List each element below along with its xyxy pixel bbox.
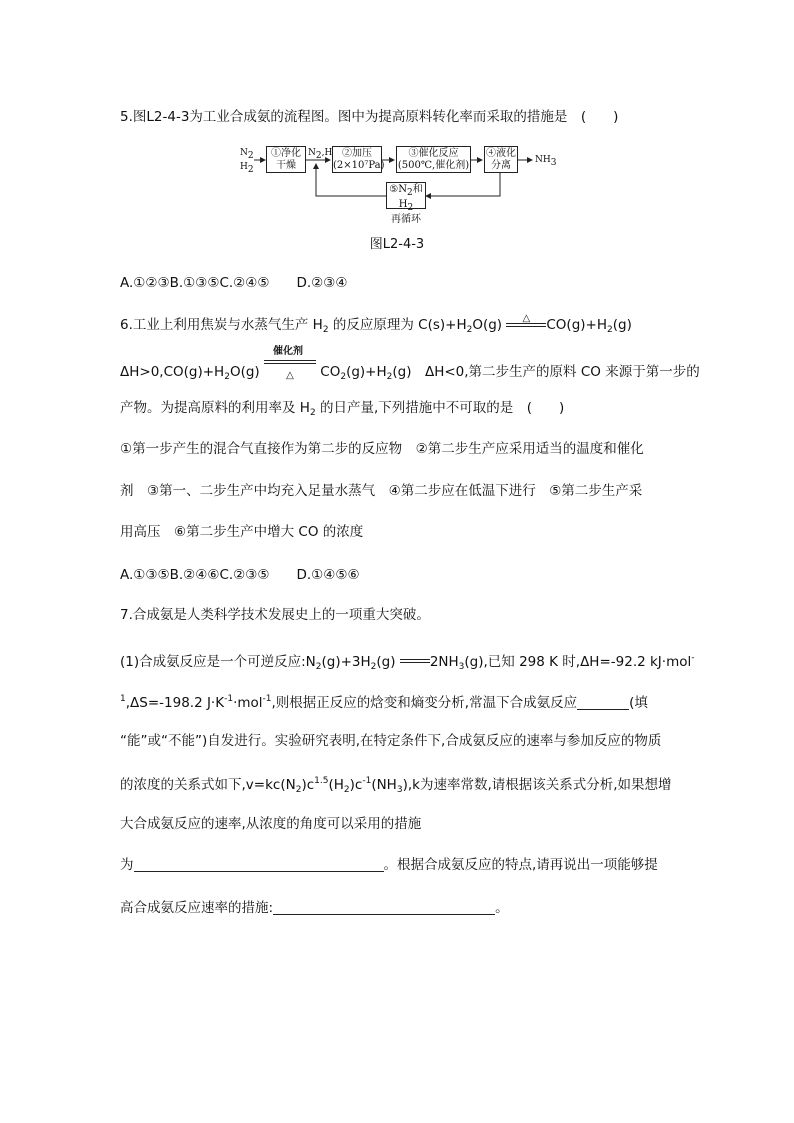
box-purify-dry [266, 146, 306, 173]
q7-line5: 大合成氨反应的速率,从浓度的角度可以采用的措施 [120, 816, 422, 832]
figure-caption: 图L2-4-3 [369, 237, 425, 252]
box4-line1: ④液化 [486, 148, 516, 159]
answer-blank-2[interactable] [134, 857, 384, 872]
q6-line4: ①第一步产生的混合气直接作为第二步的反应物 ②第二步生产应采用适当的温度和催化 [120, 441, 644, 457]
box3-line1: ③催化反应 [408, 148, 459, 159]
box-catalytic-reaction [396, 146, 471, 173]
q7-line4: 的浓度的关系式如下$,v=kc(N_2)c^{1.5}(H_2)c^{-1}(NH_3),k$为速率常数,请根据该关系式分析,如果想增 [120, 776, 672, 795]
box5-line2: 再循环 [391, 214, 421, 225]
box1-line2: 干燥 [276, 160, 296, 171]
q7-line6: 为 。根据合成氨反应的特点,请再说出一项能够提 [120, 857, 658, 873]
q7-line7: 高合成氨反应速率的措施: 。 [120, 900, 509, 916]
input-n2: N2 [240, 148, 254, 161]
input-h2: H2 [240, 162, 254, 175]
q6-line2: $\Delta H>0,CO(g)+H_2O(g)$ 催化剂 △ $CO_2(g)+H_2(g)$ ΔH<0,第二步生产的原料 CO 来源于第一步的 [120, 346, 700, 382]
box-pressurize [332, 146, 385, 173]
equilibrium-arrow-heat: △ [506, 315, 546, 331]
q7-line2: $^1$,ΔS=-198.2 $J\cdot K^{-1}\cdot mol^{-1}$,则根据正反应的焓变和熵变分析,常温下合成氨反应 (填 [120, 694, 648, 711]
q5-options: A.①②③B.①③⑤C.②④⑤ D.②③④ [120, 275, 348, 291]
q5-stem: 5.图L2-4-3为工业合成氨的流程图。图中为提高原料转化率而采取的措施是 ( ) [120, 109, 619, 125]
q6-line5: 剂 ③第一、二步生产中均充入足量水蒸气 ④第二步应在低温下进行 ⑤第二步生产采 [120, 483, 643, 499]
answer-blank-3[interactable] [273, 900, 495, 915]
q7-title: 7.合成氨是人类科学技术发展史上的一项重大突破。 [120, 607, 430, 623]
box1-line1: ①净化 [271, 148, 301, 159]
box2-line1: ②加压 [342, 148, 372, 159]
flowchart [236, 138, 566, 225]
output-nh3: NH3 [535, 155, 557, 168]
box-liquefy-separate [484, 146, 518, 173]
q7-line3: “能”或“不能”)自发进行。实验研究表明,在特定条件下,合成氨反应的速率与参加反应的物质 [120, 733, 662, 749]
q7-line1: (1)合成氨反应是一个可逆反应$:N_2(g)+3H_2(g)$ $2NH_3(g)$,已知 298 K 时,ΔH=-92.2 kJ·mol- [120, 653, 695, 672]
q6-line3: 产物。为提高原料的利用率及 $H_2$ 的日产量,下列措施中不可取的是 ( ) [120, 400, 565, 418]
box3-line2: (500℃,催化剂) [397, 160, 470, 171]
equilibrium-arrow [400, 652, 430, 668]
box4-line2: 分离 [491, 160, 511, 171]
equilibrium-arrow-catalyst: 催化剂 △ [264, 362, 316, 378]
mix-label: N2,H [308, 148, 333, 161]
box-recycle [386, 182, 426, 225]
box5-line1: ⑤N2和H2 [389, 184, 423, 213]
q6-line6: 用高压 ⑥第二步生产中增大 CO 的浓度 [120, 524, 364, 540]
answer-blank-1[interactable] [577, 695, 629, 710]
box2-line2: (2×10⁷Pa) [333, 160, 385, 171]
q6-line1: 6.工业上利用焦炭与水蒸气生产 $H_2$ 的反应原理为 $C(s)+H_2O(g)$ △ $CO(g)+H_2(g)$ [120, 313, 632, 335]
q6-options: A.①③⑤B.②④⑥C.②③⑤ D.①④⑤⑥ [120, 567, 360, 583]
